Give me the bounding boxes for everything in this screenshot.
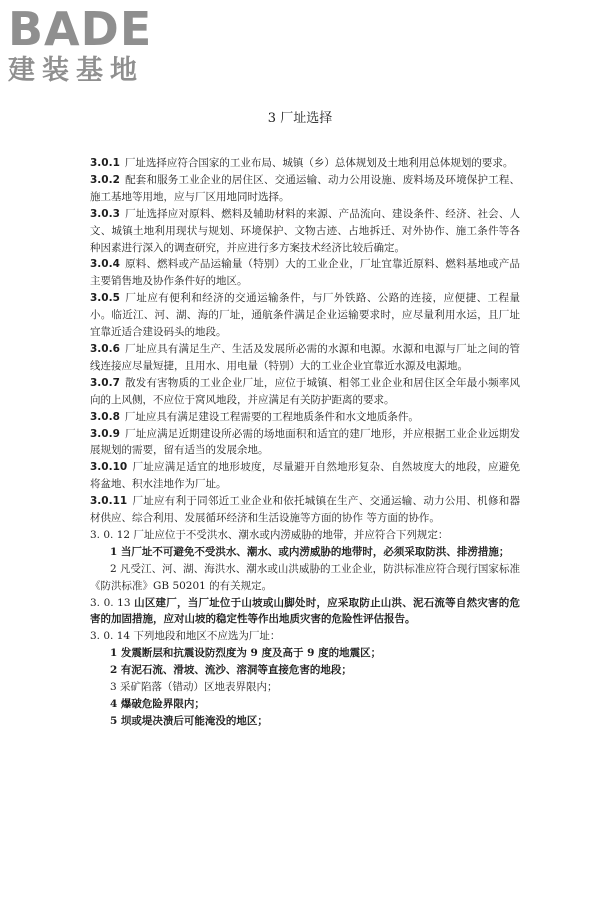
clause-text: 下列地段和地区不应选为厂址： — [133, 630, 281, 643]
clause-text: 散发有害物质的工业企业厂址，应位于城镇、相邻工业企业和居住区全年最小频率风向的上风侧，不应位于窝风地段，并应满足有关防护距离的要求。 — [90, 376, 520, 406]
clause-3-0-3 — [90, 206, 520, 257]
clause-3-0-12-item-1: 1 当厂址不可避免不受洪水、潮水、或内涝威胁的地带时，必须采取防洪、排涝措施； — [109, 545, 510, 558]
clause-number: 3. 0. 12 — [90, 528, 131, 541]
clause-3-0-14 — [90, 628, 520, 645]
clause-3-0-2 — [90, 172, 520, 206]
clause-3-0-1 — [90, 155, 520, 172]
clause-text: 厂址应具有满足生产、生活及发展所必需的水源和电源。水源和电源与厂址之间的管线连接应尽量短捷，且用水、用电量（特别）大的工业企业宜靠近水源及电源地。 — [90, 342, 520, 372]
clause-3-0-12-item-2: 2 凡受江、河、湖、海洪水、潮水或山洪威胁的工业企业，防洪标准应符合现行国家标准《防洪标准》GB 50201 的有关规定。 — [90, 562, 520, 592]
clause-3-0-5 — [90, 290, 520, 341]
list-item: 5 坝或堤决溃后可能淹没的地区； — [109, 714, 268, 727]
clause-text: 配套和服务工业企业的居住区、交通运输、动力公用设施、废料场及环境保护工程、施工基地等用地，应与厂区用地同时选择。 — [90, 173, 520, 203]
clause-number: 3.0.10 — [90, 461, 128, 474]
clause-number: 3.0.4 — [90, 258, 120, 271]
list-item: 1 发震断层和抗震设防烈度为 9 度及高于 9 度的地震区； — [109, 647, 382, 660]
clause-text: 厂址应具有满足建设工程需要的工程地质条件和水文地质条件。 — [124, 410, 419, 423]
clause-text: 厂址应满足适宜的地形坡度，尽量避开自然地形复杂、自然坡度大的地段，应避免将盆地、积水洼地作为厂址。 — [90, 461, 520, 491]
clause-text: 厂址应满足近期建设所必需的场地面积和适宜的建厂地形，并应根据工业企业远期发展规划的需要，留有适当的发展余地。 — [90, 427, 520, 457]
logo-chinese-name: 建装基地 — [8, 55, 144, 86]
clause-text: 厂址应有便利和经济的交通运输条件，与厂外铁路、公路的连接，应便捷、工程量小。临近江、河、湖、海的厂址，通航条件满足企业运输要求时，应尽量利用水运，且厂址宜靠近适合建设码头的地段。 — [90, 292, 520, 339]
clause-number: 3.0.7 — [90, 376, 120, 389]
list-item: 2 有泥石流、滑坡、流沙、溶洞等直接危害的地段； — [109, 664, 352, 677]
clause-number: 3.0.1 — [90, 157, 120, 169]
clause-3-0-13 — [90, 595, 520, 629]
clause-number: 3.0.3 — [90, 207, 120, 220]
clause-3-0-9 — [90, 426, 520, 460]
clause-text: 山区建厂，当厂址位于山坡或山脚处时，应采取防止山洪、泥石流等自然灾害的危害的加固措施，应对山坡的稳定性等作出地质灾害的危险性评估报告。 — [90, 596, 521, 626]
clause-text: 厂址应有利于同邻近工业企业和依托城镇在生产、交通运输、动力公用、机修和器材供应、综合利用、发展循环经济和生活设施等方面的协作 等方面的协作。 — [90, 495, 520, 525]
clause-number: 3.0.2 — [90, 173, 120, 186]
clause-text: 厂址应位于不受洪水、潮水或内涝威胁的地带，并应符合下列规定： — [133, 528, 449, 541]
clause-3-0-8 — [90, 409, 520, 426]
clause-3-0-7 — [90, 375, 520, 409]
clause-text: 厂址选择应对原料、燃料及辅助材料的来源、产品流向、建设条件、经济、社会、人文、城镇土地利用现状与规划、环境保护、文物古迹、占地拆迁、对外协作、施工条件等各种因素进行深入的调查研究，并应进行多方案技术经济比较后确定。 — [90, 207, 520, 254]
logo-wordmark: BADE — [8, 2, 153, 56]
list-item: 4 爆破危险界限内； — [109, 698, 205, 710]
clause-text: 原料、燃料或产品运输量（特别）大的工业企业，厂址宜靠近原料、燃料基地或产品主要销售地及协作条件好的地区。 — [90, 258, 520, 288]
list-item: 3 采矿陷落（错动）区地表界限内； — [109, 681, 278, 694]
clause-number: 3.0.5 — [90, 292, 120, 305]
clause-3-0-11 — [90, 493, 520, 527]
clause-number: 3.0.6 — [90, 342, 120, 355]
clause-number: 3.0.8 — [90, 410, 120, 423]
clause-number: 3.0.9 — [90, 427, 120, 440]
watermark-logo — [8, 4, 152, 87]
clause-text: 厂址选择应符合国家的工业布局、城镇（乡）总体规划及土地利用总体规划的要求。 — [124, 157, 514, 169]
clause-3-0-6 — [90, 341, 520, 375]
section-title: 3 厂址选择 — [267, 111, 333, 126]
clause-3-0-4 — [90, 256, 520, 290]
clause-number: 3. 0. 13 — [90, 596, 131, 609]
clause-number: 3. 0. 14 — [90, 630, 131, 643]
clause-number: 3.0.11 — [90, 495, 128, 508]
document-body — [90, 155, 520, 730]
clause-3-0-10 — [90, 459, 520, 493]
clause-3-0-12 — [90, 527, 520, 544]
